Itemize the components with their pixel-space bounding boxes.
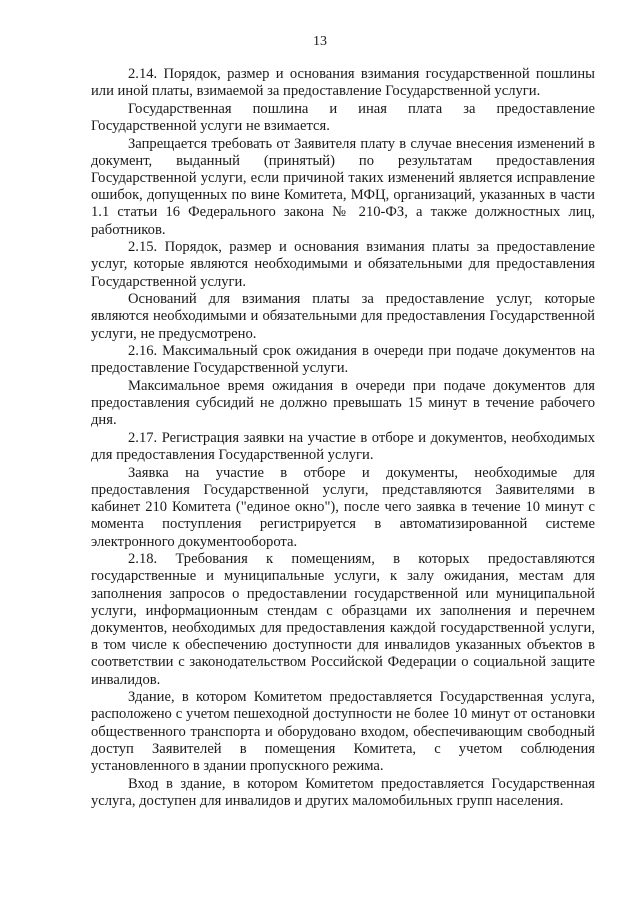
section-2-16-heading: 2.16. Максимальный срок ожидания в очереди при подаче документов на предоставление Государственной услуги. — [91, 343, 595, 377]
section-2-15-heading: 2.15. Порядок, размер и основания взимания платы за предоставление услуг, которые являются необходимыми и обязательными для предоставления Государственной услуги. — [91, 239, 595, 290]
section-2-18-heading: 2.18. Требования к помещениям, в которых предоставляются государственные и муниципальные услуги, к залу ожидания, местам для заполнения запросов о предоставлении государственной или муниципальной услуги, информационным стендам с образцами их заполнения и перечнем документов, необходимых для предоставления каждой государственной услуги, в том числе к обеспечению доступности для инвалидов указанных объектов в соответствии с законодательством Российской Федерации о социальной защите инвалидов. — [91, 551, 595, 688]
paragraph-building-location: Здание, в котором Комитетом предоставляется Государственная услуга, расположено с учетом пешеходной доступности не более 10 минут от остановки общественного транспорта и оборудовано входом, обеспечивающим свободный доступ Заявителей в помещения Комитета, с учетом соблюдения установленного в здании пропускного режима. — [91, 689, 595, 775]
paragraph-fee-not-charged: Государственная пошлина и иная плата за предоставление Государственной услуги не взимается. — [91, 100, 595, 134]
paragraph-max-wait-time: Максимальное время ожидания в очереди при подаче документов для предоставления субсидий не должно превышать 15 минут в течение рабочего дня. — [91, 378, 595, 429]
document-body — [91, 66, 595, 810]
section-2-14-heading: 2.14. Порядок, размер и основания взимания государственной пошлины или иной платы, взимаемой за предоставление Государственной услуги. — [91, 66, 595, 100]
paragraph-accessible-entrance: Вход в здание, в котором Комитетом предоставляется Государственная услуга, доступен для инвалидов и других маломобильных групп населения. — [91, 775, 595, 809]
paragraph-no-fee-grounds: Оснований для взимания платы за предоставление услуг, которые являются необходимыми и обязательными для предоставления Государственной услуги, не предусмотрено. — [91, 291, 595, 342]
page-number: 13 — [313, 34, 327, 49]
paragraph-application-registration: Заявка на участие в отборе и документы, необходимые для предоставления Государственной услуги, представляются Заявителями в кабинет 210 Комитета ("единое окно"), после чего заявка в течение 10 минут с момента поступления регистрируется в автоматизированной системе электронного документооборота. — [91, 464, 595, 550]
paragraph-fee-prohibition: Запрещается требовать от Заявителя плату в случае внесения изменений в документ, выданный (принятый) по результатам предоставления Государственной услуги, если причиной таких изменений является исправление ошибок, допущенных по вине Комитета, МФЦ, организаций, указанных в части 1.1 статьи 16 Федерального закона № 210-ФЗ, а также должностных лиц, работников. — [91, 135, 595, 238]
section-2-17-heading: 2.17. Регистрация заявки на участие в отборе и документов, необходимых для предоставления Государственной услуги. — [91, 430, 595, 464]
